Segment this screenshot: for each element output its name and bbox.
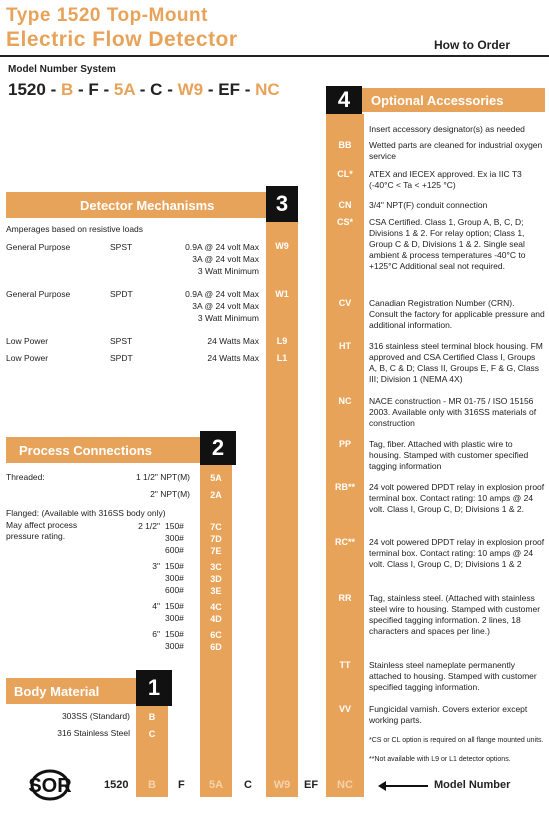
body-code: C: [148, 729, 156, 739]
flange-size: 3": [152, 561, 160, 571]
title-line-2: Electric Flow Detector: [6, 28, 238, 51]
model-part: -: [244, 80, 251, 99]
bottom-part: F: [178, 779, 185, 791]
model-part: 5A: [113, 80, 136, 99]
model-part: C: [150, 80, 163, 99]
model-part: NC: [255, 80, 280, 99]
process-code: 3C: [210, 562, 222, 572]
bottom-part: B: [148, 779, 156, 791]
model-number-label: Model Number: [434, 779, 511, 791]
bottom-part: 5A: [208, 779, 224, 791]
detector-type: SPDT: [110, 289, 133, 299]
detector-rating: 3 Watt Minimum: [197, 266, 259, 276]
accessory-code: BB: [338, 140, 352, 150]
accessory-desc: Stainless steel nameplate permanently attached to housing. Stamped with customer specified tagging information.: [369, 660, 537, 692]
detector-purpose: Low Power: [6, 336, 49, 346]
logo-text: SOR: [28, 775, 72, 797]
detector-rating: 0.9A @ 24 volt Max: [185, 242, 259, 252]
detector-rating: 24 Watts Max: [207, 336, 259, 346]
footnote-1: *CS or CL option is required on all flange mounted units.: [369, 737, 544, 744]
flange-class: 600#: [165, 545, 184, 555]
process-code: 6C: [210, 630, 222, 640]
flange-class: 300#: [165, 533, 184, 543]
section-2-title: Process Connections: [19, 443, 152, 458]
accessory-code: RR: [338, 593, 352, 603]
bottom-part: C: [244, 779, 252, 791]
model-part: EF: [218, 80, 240, 99]
accessory-intro: Insert accessory designator(s) as needed: [369, 124, 525, 134]
body-label: 303SS (Standard): [61, 711, 130, 721]
detector-type: SPST: [110, 336, 133, 346]
detector-type: SPDT: [110, 353, 133, 363]
detector-type: SPST: [110, 242, 133, 252]
accessory-desc: 316 stainless steel terminal block housing. FM approved and CSA Certified Class I, Groups A, B, C & D; Class II, Groups E, F & G, Class III; Division 1 (NEMA 4X): [369, 341, 543, 384]
process-code: 4D: [210, 614, 222, 624]
accessory-code: RB**: [334, 482, 355, 492]
process-code: 2A: [210, 490, 222, 500]
flange-class: 300#: [165, 613, 184, 623]
threaded-size: 2" NPT(M): [150, 489, 190, 499]
detector-rating: 3A @ 24 volt Max: [192, 301, 259, 311]
section-2-number: 2: [200, 431, 236, 465]
body-code: B: [148, 712, 156, 722]
threaded-label: Threaded:: [6, 472, 45, 482]
process-code: 7D: [210, 534, 222, 544]
model-part: -: [77, 80, 84, 99]
flange-class: 150#: [165, 561, 184, 571]
flange-class: 600#: [165, 585, 184, 595]
detector-rating: 0.9A @ 24 volt Max: [185, 289, 259, 299]
model-system-label: Model Number System: [8, 64, 116, 75]
model-part: F: [88, 80, 99, 99]
footnote-2: **Not available with L9 or L1 detector options.: [369, 756, 511, 763]
flange-class: 150#: [165, 629, 184, 639]
model-part: -: [207, 80, 214, 99]
detector-rating: 24 Watts Max: [207, 353, 259, 363]
process-code: 3D: [210, 574, 222, 584]
flange-size: 6": [152, 629, 160, 639]
detector-purpose: Low Power: [6, 353, 49, 363]
bottom-part: W9: [273, 779, 291, 791]
threaded-size: 1 1/2" NPT(M): [135, 472, 190, 482]
detector-purpose: General Purpose: [6, 242, 71, 252]
flange-size: 2 1/2": [138, 521, 160, 531]
title-line-1: Type 1520 Top-Mount: [6, 5, 208, 26]
model-part: B: [60, 80, 74, 99]
detector-code: W9: [275, 241, 289, 251]
process-code: 3E: [210, 586, 222, 596]
accessory-code: CS*: [336, 217, 353, 227]
sor-logo: [8, 768, 92, 802]
accessory-code: TT: [339, 660, 351, 670]
bottom-part: 1520: [104, 779, 129, 791]
detector-rating: 3A @ 24 volt Max: [192, 254, 259, 264]
accessory-code: CL*: [337, 169, 353, 179]
flange-class: 150#: [165, 521, 184, 531]
process-code: 4C: [210, 602, 222, 612]
accessory-desc: Tag, stainless steel. (Attached with stainless steel wire to housing. Stamped with customer specified tagging information. 2 lines, 18 characters and spaces per line.): [369, 593, 541, 636]
accessory-desc: 24 volt powered DPDT relay in explosion proof terminal box. Contact rating: 10 amps @ 24 volt. Class I, Group C, D; Divisions 1 & 2: [369, 537, 545, 569]
accessory-desc: Tag, fiber. Attached with plastic wire to housing. Stamped with customer specified tagging information: [369, 439, 529, 471]
accessory-desc: Canadian Registration Number (CRN). Consult the factory for applicable pressure and additional information.: [369, 298, 545, 330]
accessory-desc: 24 volt powered DPDT relay in explosion proof terminal box. Contact rating: 10 amps @ 24 volt. Class I, Group C, D; Divisions 1 & 2.: [369, 482, 545, 514]
band-detector: [266, 222, 298, 797]
accessory-code: RC**: [334, 537, 355, 547]
how-to-order: How to Order: [434, 38, 511, 52]
arrow-head: [378, 781, 386, 791]
section-3-number: 3: [266, 186, 298, 222]
process-code: 7E: [210, 546, 222, 556]
accessory-code: CN: [338, 200, 352, 210]
process-code: 5A: [210, 473, 222, 483]
accessory-desc: CSA Certified. Class 1, Group A, B, C, D; Divisions 1 & 2. For relay option; Class 1, Group C & D, Divisions 1 & 2. Single seal ambient & process temperatures -40°C to +125°C Additional seal not required.: [369, 217, 526, 271]
accessory-code: PP: [338, 439, 351, 449]
accessory-desc: 3/4" NPT(F) conduit connection: [369, 200, 488, 210]
accessory-desc: Wetted parts are cleaned for industrial oxygen service: [369, 140, 543, 161]
section-4-number: 4: [326, 86, 362, 114]
model-part: -: [139, 80, 146, 99]
accessory-code: VV: [338, 704, 351, 714]
model-part: W9: [177, 80, 204, 99]
accessory-desc: Fungicidal varnish. Covers exterior except working parts.: [369, 704, 528, 725]
flange-class: 300#: [165, 573, 184, 583]
section-1-title: Body Material: [14, 684, 100, 699]
bottom-part: EF: [304, 779, 319, 791]
model-part: 1520: [8, 80, 46, 99]
process-code: 6D: [210, 642, 222, 652]
section-1-number: 1: [136, 670, 172, 706]
bottom-part: NC: [337, 779, 353, 791]
accessory-desc: ATEX and IECEX approved. Ex ia IIC T3 (-40°C < Ta < +125 °C): [369, 169, 522, 190]
flanged-note: May affect process pressure rating.: [6, 520, 78, 541]
detector-code: W1: [275, 289, 289, 299]
body-label: 316 Stainless Steel: [57, 728, 130, 738]
accessory-desc: NACE construction - MR 01-75 / ISO 15156 2003. Available only with 316SS materials of construction: [369, 396, 537, 428]
section-3-title: Detector Mechanisms: [80, 198, 215, 213]
accessory-code: CV: [338, 298, 352, 308]
flange-size: 4": [152, 601, 160, 611]
model-part: -: [103, 80, 110, 99]
header-rule: [0, 55, 549, 57]
detector-purpose: General Purpose: [6, 289, 71, 299]
model-part: -: [167, 80, 173, 99]
accessory-code: NC: [338, 396, 352, 406]
section-4-title: Optional Accessories: [371, 93, 504, 108]
flange-class: 150#: [165, 601, 184, 611]
detector-code: L9: [276, 336, 288, 346]
model-system-code: [8, 80, 280, 100]
detector-rating: 3 Watt Minimum: [197, 313, 259, 323]
accessory-code: HT: [339, 341, 351, 351]
flanged-label: Flanged: (Available with 316SS body only): [6, 508, 166, 518]
model-part: -: [50, 80, 57, 99]
detector-code: L1: [276, 353, 288, 363]
process-code: 7C: [210, 522, 222, 532]
detector-subtitle: Amperages based on resistive loads: [6, 224, 144, 234]
flange-class: 300#: [165, 641, 184, 651]
arrow-left-icon: [384, 785, 428, 787]
